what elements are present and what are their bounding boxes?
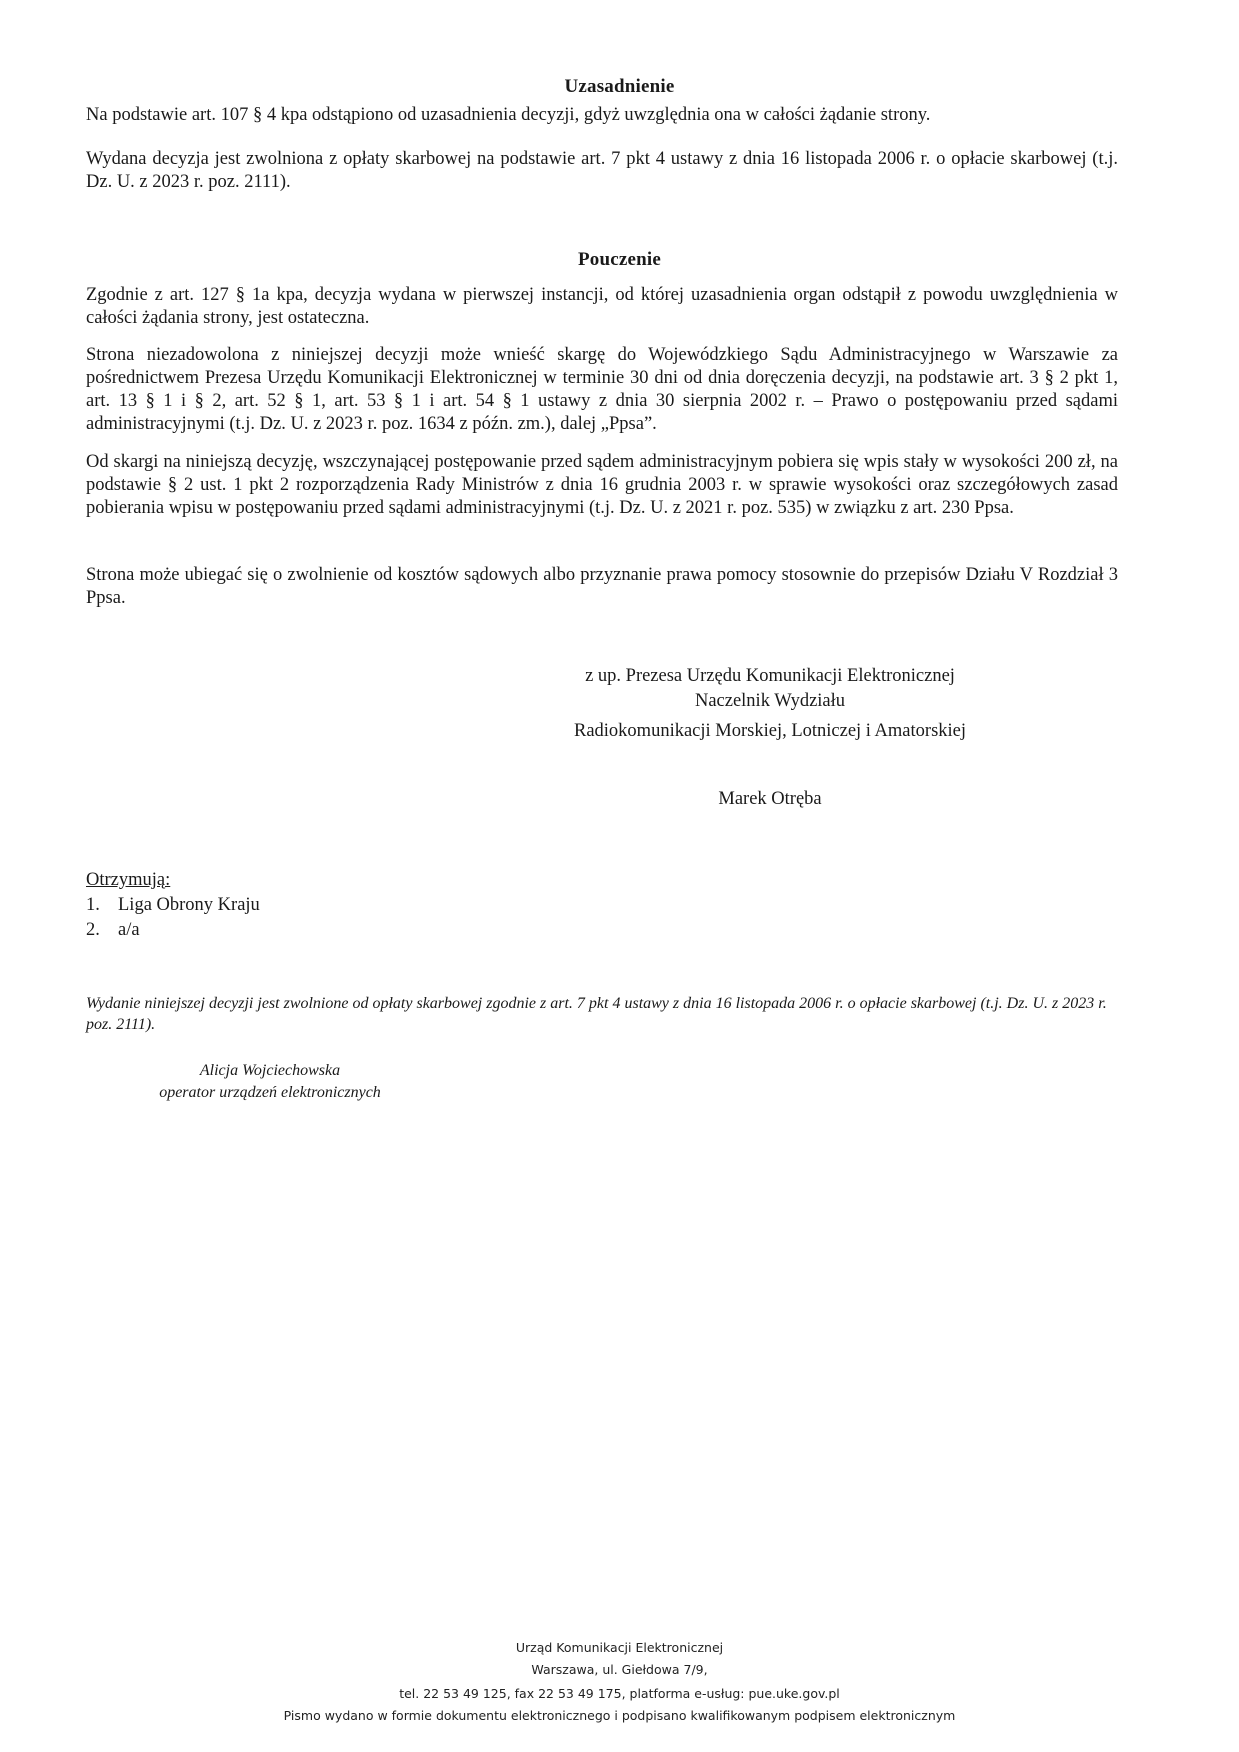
signature-title: Naczelnik Wydziału [694,691,846,711]
instruction-paragraph-4: Strona może ubiegać się o zwolnienie od kosztów sądowych albo przyznanie prawa pomocy stosownie do przepisów Działu V Rozdział 3 Ppsa. [86,565,1118,608]
signature-authority: z up. Prezesa Urzędu Komunikacji Elektronicznej [585,666,955,686]
signature-department: Radiokomunikacji Morskiej, Lotniczej i Amatorskiej [573,721,967,741]
instruction-paragraph-3: Od skargi na niniejszą decyzję, wszczynającej postępowanie przed sądem administracyjnym pobiera się wpis stały w wysokości 200 zł, na podstawie § 2 ust. 1 pkt 2 rozporządzenia Rady Ministrów z dnia 16 grudnia 2003 r. w sprawie wysokości oraz szczegółowych zasad pobierania wpisu w postępowaniu przed sądami administracyjnymi (t.j. Dz. U. z 2021 r. poz. 535) w związku z art. 230 Ppsa. [86,452,1118,518]
signature-name: Marek Otręba [718,789,822,809]
instruction-paragraph-2: Strona niezadowolona z niniejszej decyzji może wnieść skargę do Wojewódzkiego Sądu Administracyjnego w Warszawie za pośrednictwem Prezesa Urzędu Komunikacji Elektronicznej w terminie 30 dni od dnia doręczenia decyzji, na podstawie art. 3 § 2 pkt 1, art. 13 § 1 i § 2, art. 52 § 1, art. 53 § 1 i art. 54 § 1 ustawy z dnia 30 sierpnia 2002 r. – Prawo o postępowaniu przed sądami administracyjnymi (t.j. Dz. U. z 2023 r. poz. 1634 z późn. zm.), dalej „Ppsa”. [86,345,1118,434]
recipient-number: 2. [86,920,100,940]
instruction-paragraph-1: Zgodnie z art. 127 § 1a kpa, decyzja wydana w pierwszej instancji, od której uzasadnienia organ odstąpił z powodu uwzględnienia w całości żądania strony, jest ostateczna. [86,285,1118,328]
recipient-item [86,894,260,917]
footer-contact: tel. 22 53 49 125, fax 22 53 49 175, platforma e-usług: pue.uke.gov.pl [399,1686,840,1701]
recipient-name: a/a [118,920,140,940]
recipients-title: Otrzymują: [86,870,171,890]
footer-office: Urząd Komunikacji Elektronicznej [515,1640,724,1655]
operator-role: operator urządzeń elektronicznych [159,1084,381,1101]
footer-address: Warszawa, ul. Giełdowa 7/9, [531,1662,708,1677]
justification-paragraph-1: Na podstawie art. 107 § 4 kpa odstąpiono od uzasadnienia decyzji, gdyż uwzględnia ona w całości żądanie strony. [86,105,931,125]
recipient-item [86,919,140,942]
justification-heading: Uzasadnienie [564,76,675,97]
recipient-number: 1. [86,895,100,915]
fee-exemption-note: Wydanie niniejszej decyzji jest zwolnione od opłaty skarbowej zgodnie z art. 7 pkt 4 ustawy z dnia 16 listopada 2006 r. o opłacie skarbowej (t.j. Dz. U. z 2023 r. poz. 2111). [86,995,1107,1033]
footer-signature-note: Pismo wydano w formie dokumentu elektronicznego i podpisano kwalifikowanym podpisem elektronicznym [283,1708,956,1723]
recipient-name: Liga Obrony Kraju [118,895,260,915]
justification-paragraph-2: Wydana decyzja jest zwolniona z opłaty skarbowej na podstawie art. 7 pkt 4 ustawy z dnia 16 listopada 2006 r. o opłacie skarbowej (t.j. Dz. U. z 2023 r. poz. 2111). [86,149,1118,192]
instruction-heading: Pouczenie [577,249,662,270]
operator-name: Alicja Wojciechowska [199,1062,341,1079]
